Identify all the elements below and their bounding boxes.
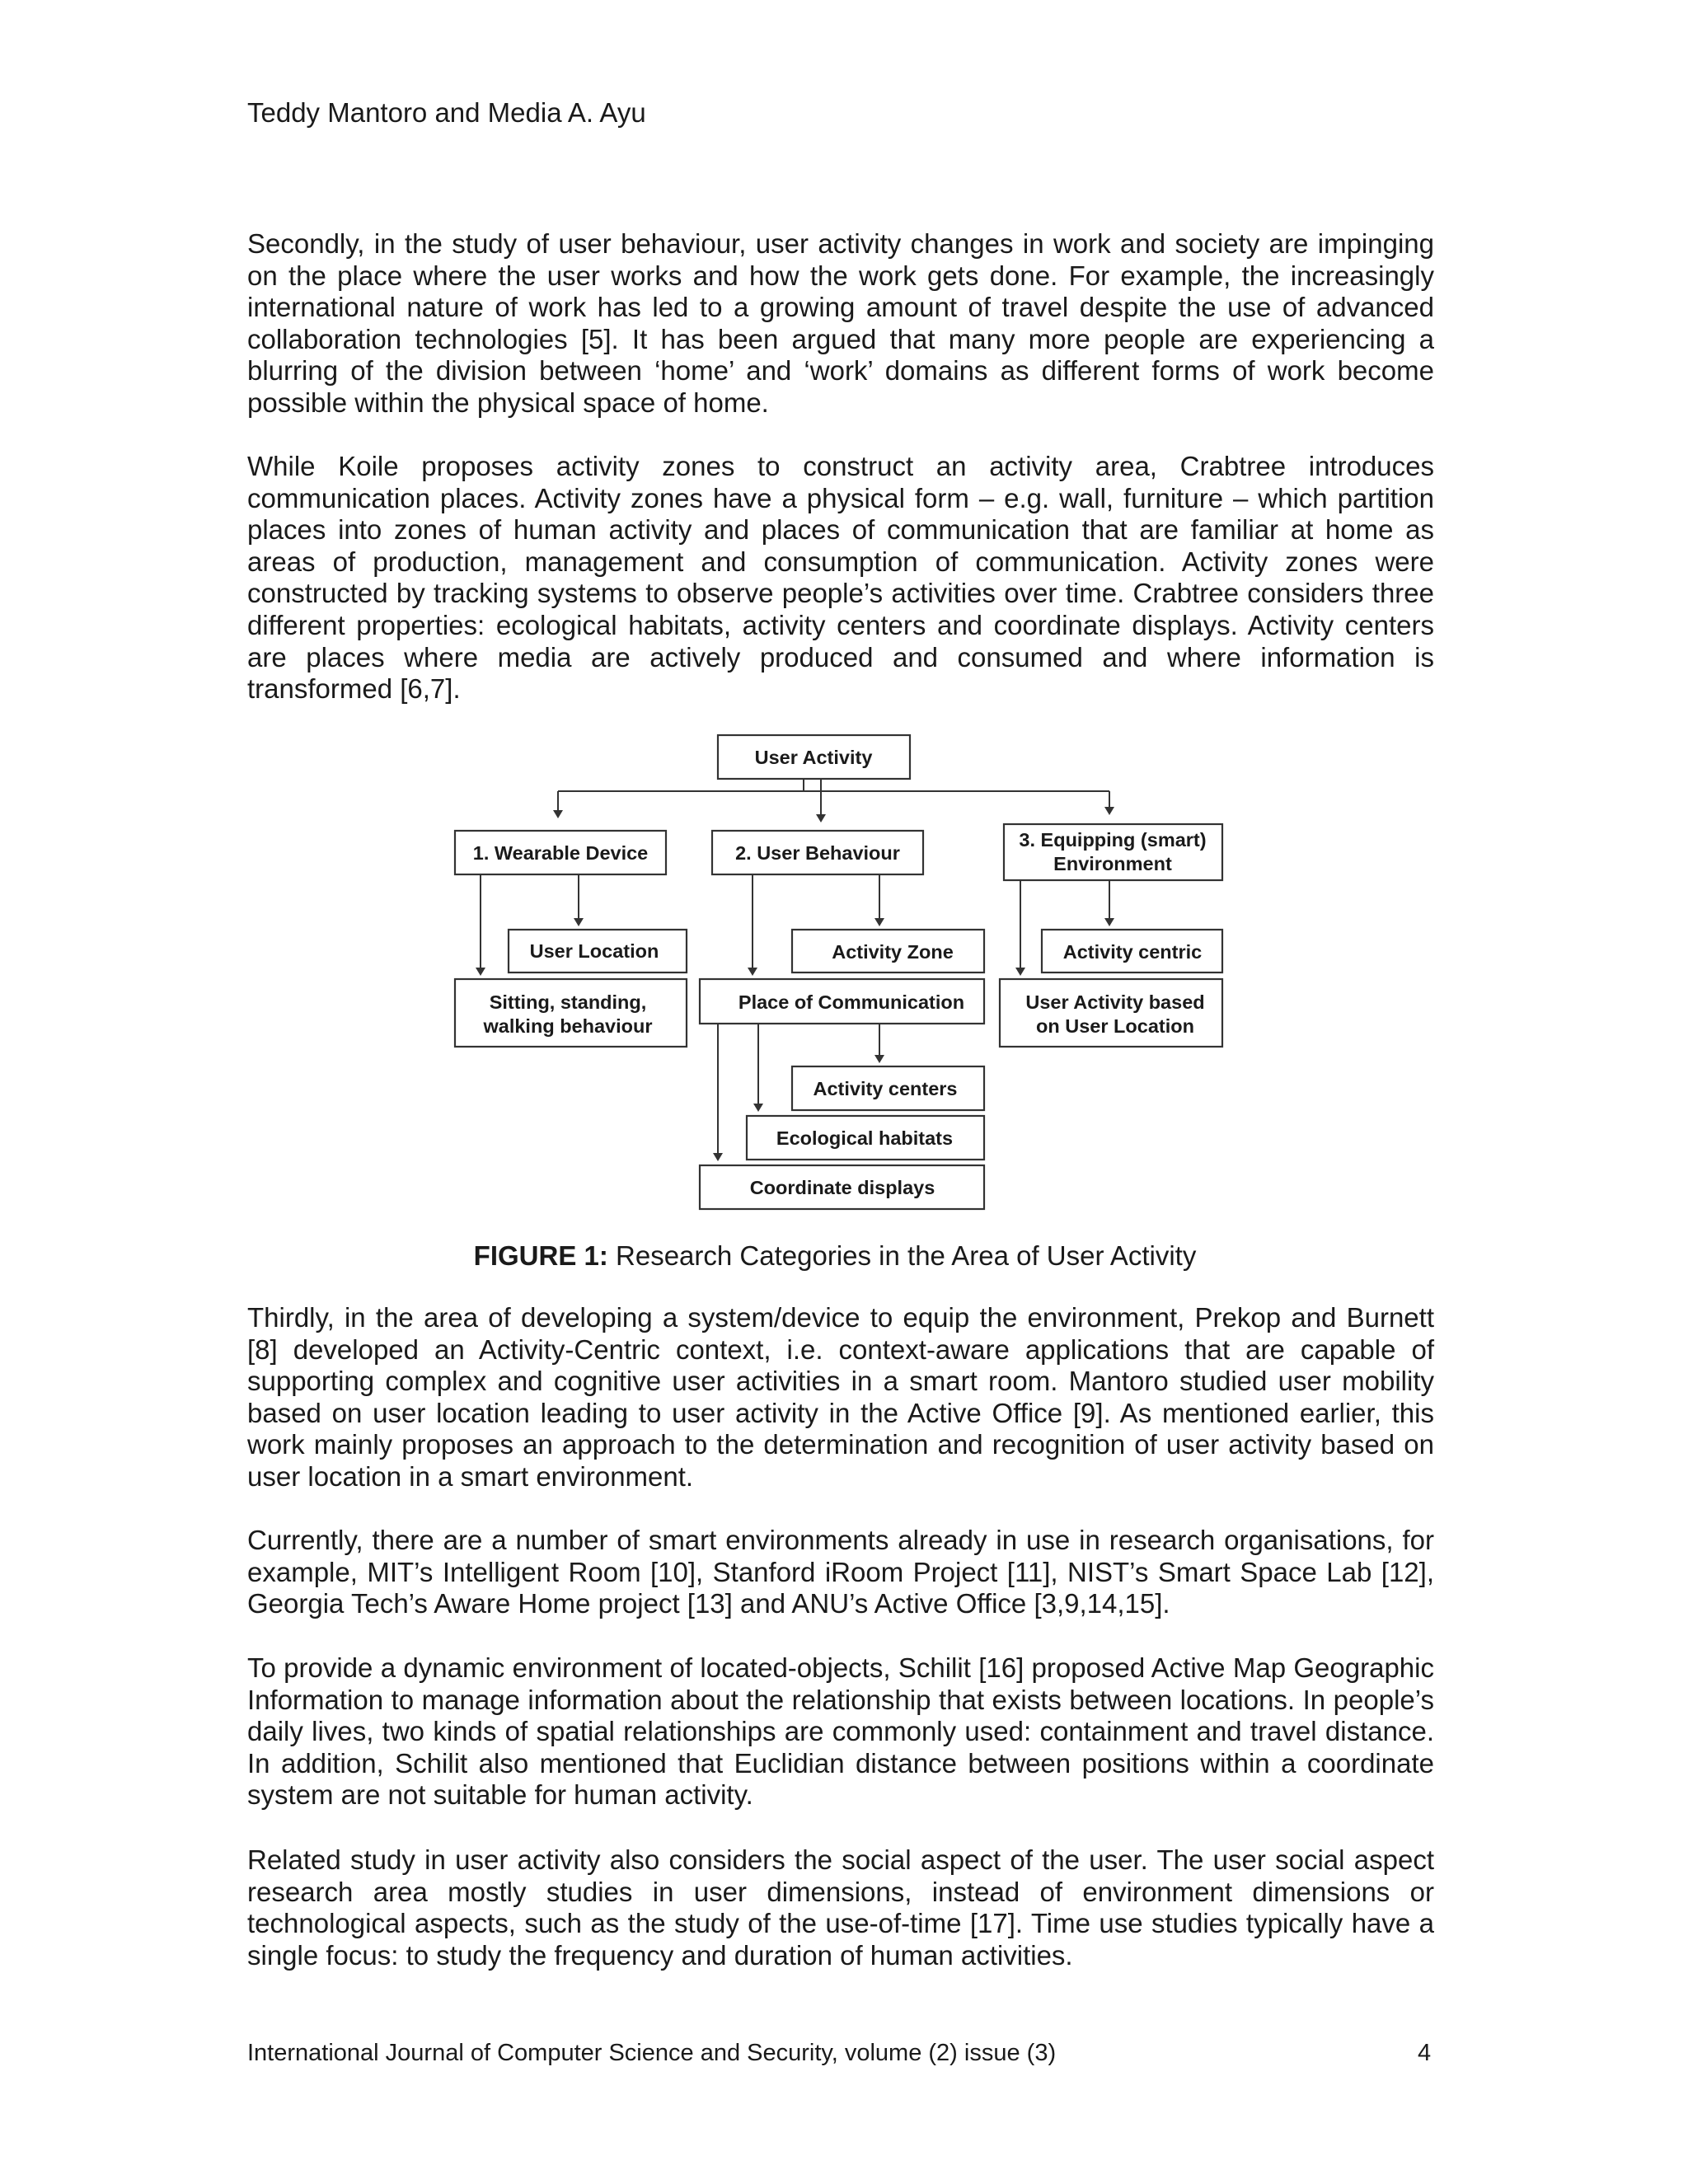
- node-user-behaviour: [712, 831, 923, 874]
- running-header-authors: Teddy Mantoro and Media A. Ayu: [247, 97, 646, 128]
- paragraph-smart-environments: Currently, there are a number of smart environments already in use in research organisations, for example, MIT’s Intelligent Room [10], Stanford iRoom Project [11], NIST’s Smart Space Lab [12], Georgia Tech’s Aware Home project [13] and ANU’s Active Office [3,9,14,15].: [247, 1525, 1434, 1619]
- node-activity-centric: [1042, 930, 1222, 972]
- node-activity-centric-label: Activity centric: [1062, 941, 1203, 963]
- paragraph-located-objects: To provide a dynamic environment of located-objects, Schilit [16] proposed Active Map Geographic Information to manage information about the relationship that exists between locations. In people’s daily lives, two kinds of spatial relationships are commonly used: containment and travel distance. In addition, Schilit also mentioned that Euclidian distance between positions within a coordinate system are not suitable for human activity.: [247, 1652, 1434, 1811]
- node-sitting-label-line2: walking behaviour: [483, 1015, 653, 1037]
- node-equipping-environment: [1004, 824, 1222, 880]
- node-equipping-label-line1: 3. Equipping (smart): [1019, 829, 1207, 851]
- page-number: 4: [1418, 2040, 1432, 2066]
- node-activity-zone-label: Activity Zone: [832, 941, 954, 963]
- node-user-activity-label: User Activity: [754, 747, 873, 768]
- node-wearable-device-label: 1. Wearable Device: [472, 842, 649, 864]
- node-activity-centers-label: Activity centers: [813, 1078, 958, 1099]
- node-user-location: [509, 930, 687, 972]
- node-sitting-label-line1: Sitting, standing,: [489, 991, 647, 1013]
- paragraph-social-aspect: Related study in user activity also considers the social aspect of the user. The user social aspect research area mostly studies in user dimensions, instead of environment dimensions or technological aspects, such as the study of the use-of-time [17]. Time use studies typically have a single focus: to study the frequency and duration of human activities.: [247, 1844, 1434, 1971]
- node-wearable-device: [455, 831, 666, 874]
- node-user-location-label: User Location: [529, 940, 659, 962]
- node-ua-location-label-line2: on User Location: [1036, 1015, 1194, 1037]
- paragraph-activity-zones: While Koile proposes activity zones to construct an activity area, Crabtree introduces communication places. Activity zones have a physical form – e.g. wall, furniture – which partition places into zones of human activity and places of communication that are familiar at home as areas of production, management and consumption of communication. Activity zones were constructed by tracking systems to observe people’s activities over time. Crabtree considers three different properties: ecological habitats, activity centers and coordinate displays. Activity centers are places where media are actively produced and consumed and where information is transformed [6,7].: [247, 451, 1434, 705]
- node-user-behaviour-label: 2. User Behaviour: [735, 842, 900, 864]
- node-place-of-communication-label: Place of Communication: [738, 991, 965, 1013]
- node-ecological-habitats-label: Ecological habitats: [776, 1127, 954, 1149]
- node-activity-centers: [792, 1066, 984, 1110]
- node-activity-zone: [792, 930, 984, 972]
- footer-journal: International Journal of Computer Science and Security, volume (2) issue (3): [247, 2040, 1057, 2066]
- figure-caption-text: Research Categories in the Area of User Activity: [607, 1240, 1197, 1271]
- node-coordinate-displays: [700, 1165, 984, 1209]
- node-coordinate-displays-label: Coordinate displays: [749, 1177, 935, 1198]
- paragraph-user-behaviour: Secondly, in the study of user behaviour, user activity changes in work and society are impinging on the place where the user works and how the work gets done. For example, the increasingly international nature of work has led to a growing amount of travel despite the use of advanced collaboration technologies [5]. It has been argued that many more people are experiencing a blurring of the division between ‘home’ and ‘work’ domains as different forms of work become possible within the physical space of home.: [247, 228, 1434, 418]
- node-ua-location-label-line1: User Activity based: [1025, 991, 1205, 1013]
- paragraph-equipping-environment: Thirdly, in the area of developing a system/device to equip the environment, Prekop and Burnett [8] developed an Activity-Centric context, i.e. context-aware applications that are capable of supporting complex and cognitive user activities in a smart room. Mantoro studied user mobility based on user location leading to user activity in the Active Office [9]. As mentioned earlier, this work mainly proposes an approach to the determination and recognition of user activity based on user location in a smart environment.: [247, 1302, 1434, 1492]
- node-ecological-habitats: [747, 1116, 984, 1160]
- figure-caption-label: FIGURE 1:: [473, 1240, 608, 1271]
- node-user-activity-location: [1000, 979, 1222, 1047]
- node-place-of-communication: [700, 979, 984, 1024]
- node-sitting-standing-walking: [455, 979, 687, 1047]
- node-equipping-label-line2: Environment: [1053, 853, 1172, 874]
- figure-caption: [0, 1240, 1670, 1272]
- node-user-activity: [718, 735, 910, 779]
